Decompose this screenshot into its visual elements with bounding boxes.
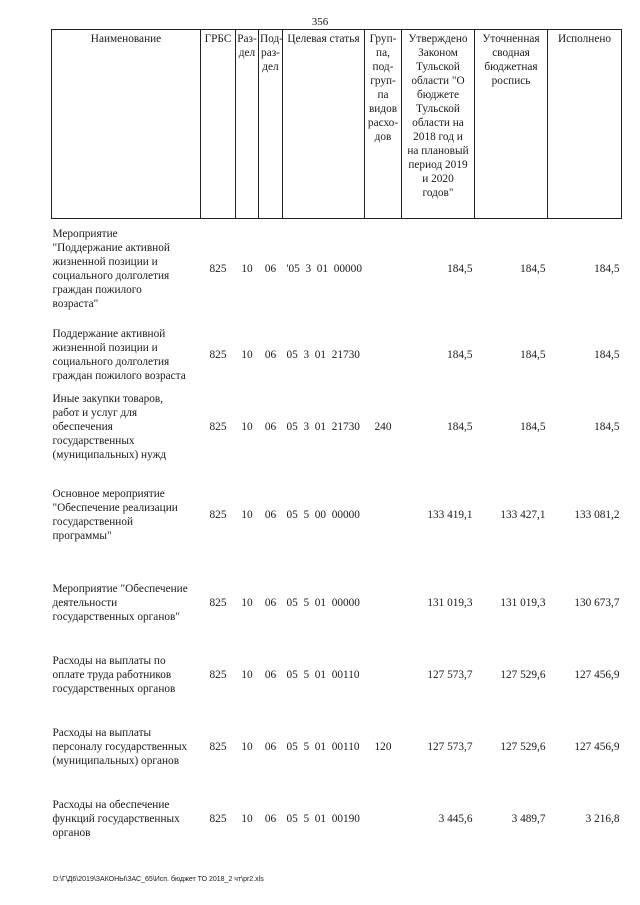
- row-grbs: 825: [209, 508, 227, 521]
- row-tsel: '05 3 01 00000: [286, 262, 362, 275]
- header-refined: Уточненная сводная бюджетная роспись: [475, 30, 548, 219]
- header-podrazdel: Под- раз- дел: [259, 30, 283, 219]
- row-grbs: 825: [209, 262, 227, 275]
- row-vid: 120: [374, 740, 392, 753]
- row-tsel: 05 3 01 21730: [286, 420, 360, 433]
- row-podrazdel: 06: [264, 668, 277, 681]
- row-grbs: 825: [209, 596, 227, 609]
- row-podrazdel: 06: [264, 812, 277, 825]
- row-tsel: 05 5 01 00110: [286, 668, 360, 681]
- row-grbs: 825: [209, 668, 227, 681]
- header-tsel: Целевая статья: [283, 30, 365, 219]
- row-grbs: 825: [209, 740, 227, 753]
- header-grbs: ГРБС: [201, 30, 236, 219]
- row-tsel: 05 5 01 00000: [286, 596, 360, 609]
- row-grbs: 825: [209, 420, 227, 433]
- table-row: [52, 319, 622, 391]
- row-approved: 184,5: [447, 262, 473, 275]
- row-approved: 184,5: [447, 348, 473, 361]
- header-executed: Исполнено: [548, 30, 622, 219]
- row-razdel: 10: [241, 740, 253, 753]
- table-row: [52, 219, 622, 319]
- row-razdel: 10: [241, 262, 253, 275]
- row-vid: [365, 567, 402, 639]
- row-grbs: 825: [209, 348, 227, 361]
- row-refined: 131 019,3: [500, 596, 546, 609]
- table-row: [52, 391, 622, 463]
- header-vid: Груп- па, под- груп- па видов расхо- дов: [365, 30, 402, 219]
- row-tsel: 05 3 01 21730: [286, 348, 360, 361]
- row-razdel: 10: [241, 668, 253, 681]
- row-podrazdel: 06: [264, 596, 277, 609]
- table-row: [52, 463, 622, 567]
- row-name: Расходы на выплаты персоналу государственных (муниципальных) органов: [52, 726, 188, 767]
- row-approved: 127 573,7: [427, 668, 473, 681]
- row-approved: 131 019,3: [427, 596, 473, 609]
- row-refined: 184,5: [520, 262, 546, 275]
- row-refined: 184,5: [520, 420, 546, 433]
- table-row: [52, 711, 622, 783]
- row-executed: 184,5: [594, 348, 620, 361]
- row-approved: 184,5: [447, 420, 473, 433]
- row-razdel: 10: [241, 420, 253, 433]
- budget-table: [51, 29, 622, 855]
- page-number: 356: [311, 16, 329, 28]
- row-vid: [365, 463, 402, 567]
- row-podrazdel: 06: [264, 508, 277, 521]
- row-refined: 133 427,1: [500, 508, 546, 521]
- row-podrazdel: 06: [264, 348, 277, 361]
- row-podrazdel: 06: [264, 262, 277, 275]
- row-executed: 3 216,8: [585, 812, 620, 825]
- row-tsel: 05 5 00 00000: [286, 508, 360, 521]
- row-executed: 133 081,2: [574, 508, 620, 521]
- row-name: Мероприятие "Поддержание активной жизненной позиции и социального долголетия граждан пожилого возраста": [52, 227, 170, 310]
- row-name: Поддержание активной жизненной позиции и социального долголетия граждан пожилого возраста: [52, 327, 186, 382]
- row-tsel: 05 5 01 00190: [286, 812, 360, 825]
- row-podrazdel: 06: [264, 420, 277, 433]
- row-vid: 240: [374, 420, 392, 433]
- row-grbs: 825: [209, 812, 227, 825]
- row-razdel: 10: [241, 508, 253, 521]
- row-name: Расходы на выплаты по оплате труда работников государственных органов: [52, 654, 176, 695]
- row-vid: [365, 219, 402, 319]
- row-approved: 127 573,7: [427, 740, 473, 753]
- row-name: Иные закупки товаров, работ и услуг для обеспечения государственных (муниципальных) нужд: [52, 392, 167, 461]
- file-path-footer: D:\Г\Д6\2019\ЗАКОНЫ\ЗАС_65\Исп. бюджет ТО 2018_2 чт\pr2.xls: [53, 876, 264, 883]
- table-row: [52, 567, 622, 639]
- row-tsel: 05 5 01 00110: [286, 740, 360, 753]
- table-row: [52, 783, 622, 855]
- row-executed: 130 673,7: [574, 596, 620, 609]
- table-row: [52, 639, 622, 711]
- row-executed: 184,5: [594, 420, 620, 433]
- header-approved: Утверждено Законом Тульской области "О бюджете Тульской области на 2018 год и на плановый период 2019 и 2020 годов": [402, 30, 475, 219]
- header-name: Наименование: [52, 30, 201, 219]
- row-razdel: 10: [241, 348, 253, 361]
- row-refined: 127 529,6: [500, 668, 546, 681]
- row-name: Мероприятие "Обеспечение деятельности государственных органов": [52, 582, 188, 623]
- row-name: Основное мероприятие "Обеспечение реализации государственной программы": [52, 487, 178, 542]
- row-approved: 3 445,6: [438, 812, 473, 825]
- row-name: Расходы на обеспечение функций государственных органов: [52, 798, 180, 839]
- row-razdel: 10: [241, 596, 253, 609]
- row-executed: 127 456,9: [574, 668, 620, 681]
- header-row: [52, 30, 622, 219]
- row-vid: [365, 783, 402, 855]
- row-podrazdel: 06: [264, 740, 277, 753]
- row-vid: [365, 639, 402, 711]
- header-razdel: Раз- дел: [236, 30, 259, 219]
- row-vid: [365, 319, 402, 391]
- row-executed: 127 456,9: [574, 740, 620, 753]
- row-executed: 184,5: [594, 262, 620, 275]
- row-approved: 133 419,1: [427, 508, 473, 521]
- row-razdel: 10: [241, 812, 253, 825]
- row-refined: 184,5: [520, 348, 546, 361]
- row-refined: 127 529,6: [500, 740, 546, 753]
- row-refined: 3 489,7: [511, 812, 546, 825]
